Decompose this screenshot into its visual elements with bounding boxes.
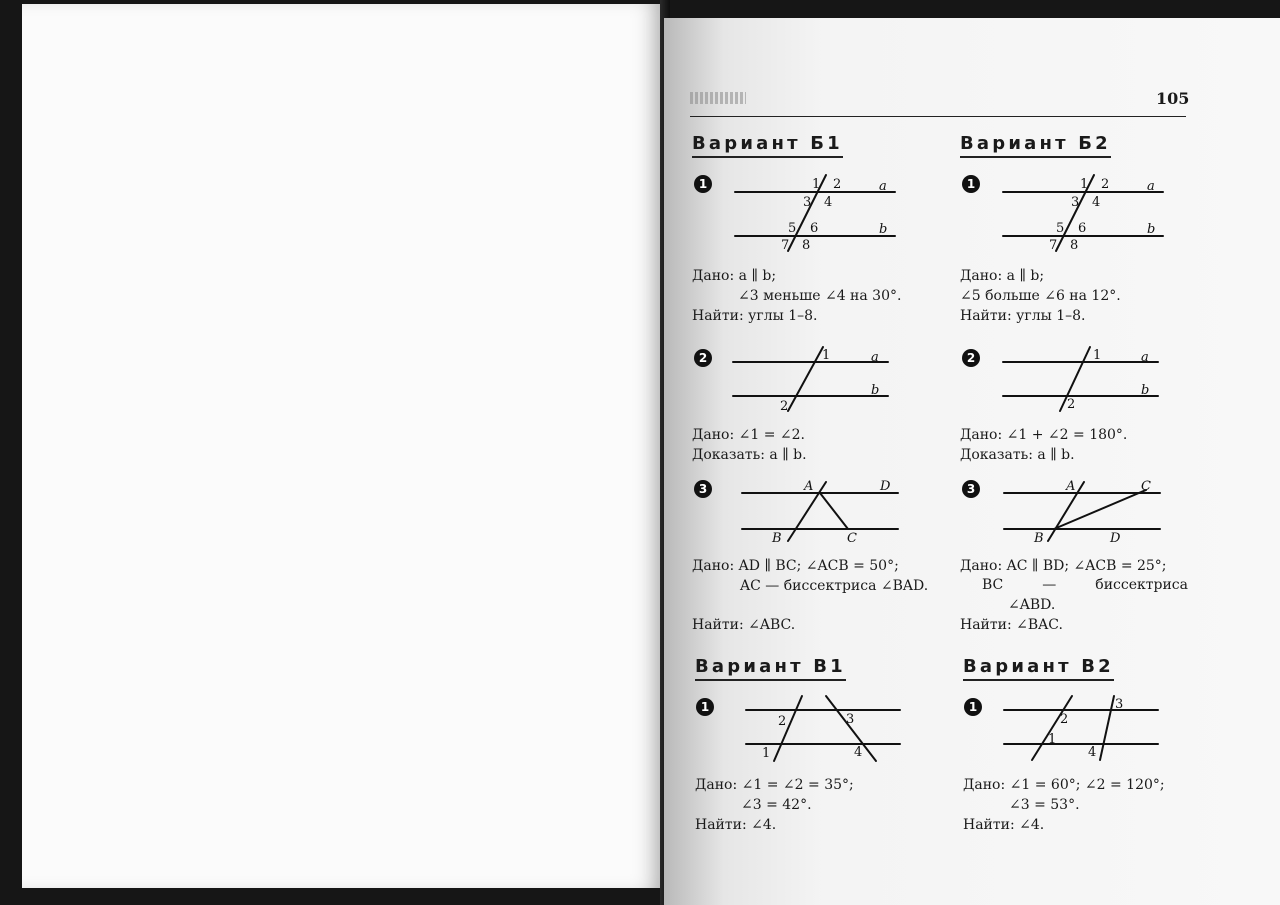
angle-label: 1 bbox=[812, 177, 821, 192]
line-label-a: a bbox=[879, 179, 887, 194]
task-given: AC — биссектриса ∠BAD. bbox=[740, 578, 929, 594]
task-number-badge: 2 bbox=[694, 349, 712, 367]
angle-label: 2 bbox=[1067, 397, 1076, 412]
task-given: Дано: ∠1 = ∠2 = 35°; bbox=[695, 777, 854, 793]
line-label-b: b bbox=[1147, 222, 1156, 237]
angle-label: 2 bbox=[1060, 712, 1069, 727]
point-label: B bbox=[772, 531, 782, 546]
task-number-badge: 3 bbox=[694, 480, 712, 498]
variant-title-b1: Вариант Б1 bbox=[692, 133, 843, 158]
angle-label: 3 bbox=[846, 712, 855, 727]
task-prove: Доказать: a ∥ b. bbox=[960, 447, 1075, 463]
task-find: Найти: углы 1–8. bbox=[960, 308, 1086, 324]
angle-label: 2 bbox=[1101, 177, 1110, 192]
task-number-badge: 2 bbox=[962, 349, 980, 367]
transversal-left bbox=[1032, 696, 1072, 760]
angle-label: 4 bbox=[854, 745, 863, 760]
line-label-a: a bbox=[1141, 350, 1149, 365]
angle-label: 4 bbox=[1088, 745, 1097, 760]
figure-lines-with-transversal bbox=[728, 344, 898, 414]
task-given: Дано: a ∥ b; bbox=[960, 268, 1045, 284]
point-label: D bbox=[1110, 531, 1121, 546]
task-find: Найти: ∠4. bbox=[695, 817, 777, 833]
task-number-badge: 1 bbox=[694, 175, 712, 193]
point-label: C bbox=[847, 531, 857, 546]
task-number-badge: 3 bbox=[962, 480, 980, 498]
transversal-right bbox=[1100, 696, 1114, 760]
task-given: Дано: ∠1 = 60°; ∠2 = 120°; bbox=[963, 777, 1165, 793]
point-label: A bbox=[1066, 479, 1076, 494]
variant-title-b2: Вариант Б2 bbox=[960, 133, 1111, 158]
task-given: ∠3 = 53°. bbox=[1009, 797, 1080, 813]
angle-label: 3 bbox=[803, 195, 812, 210]
transversal-right bbox=[826, 696, 876, 761]
text-segment: BC bbox=[982, 577, 1004, 593]
task-given: Дано: ∠1 = ∠2. bbox=[692, 427, 806, 443]
variant-title-v1: Вариант В1 bbox=[695, 656, 846, 681]
angle-label: 1 bbox=[1093, 348, 1102, 363]
line-label-b: b bbox=[879, 222, 888, 237]
angle-label: 7 bbox=[781, 238, 790, 253]
task-find: Найти: углы 1–8. bbox=[692, 308, 818, 324]
task-given: Дано: a ∥ b; bbox=[692, 268, 777, 284]
text-segment: — bbox=[1042, 577, 1057, 593]
angle-label: 5 bbox=[1056, 221, 1065, 236]
figure-lines-with-transversal bbox=[998, 344, 1168, 416]
angle-label: 2 bbox=[780, 399, 789, 414]
transversal bbox=[788, 347, 823, 411]
point-label: B bbox=[1034, 531, 1044, 546]
point-label: D bbox=[880, 479, 891, 494]
angle-label: 6 bbox=[810, 221, 819, 236]
line-label-a: a bbox=[871, 350, 879, 365]
variant-title-v2: Вариант В2 bbox=[963, 656, 1114, 681]
angle-label: 1 bbox=[1048, 732, 1057, 747]
task-given: ∠5 больше ∠6 на 12°. bbox=[960, 288, 1121, 304]
angle-label: 8 bbox=[1070, 238, 1079, 253]
figure-two-transversals bbox=[740, 692, 910, 764]
task-number-badge: 1 bbox=[962, 175, 980, 193]
angle-label: 1 bbox=[1080, 177, 1089, 192]
line-label-a: a bbox=[1147, 179, 1155, 194]
task-find: Найти: ∠BAC. bbox=[960, 617, 1063, 633]
angle-label: 7 bbox=[1049, 238, 1058, 253]
task-given: ∠ABD. bbox=[1008, 597, 1056, 613]
angle-label: 3 bbox=[1115, 697, 1124, 712]
line-label-b: b bbox=[1141, 383, 1150, 398]
page-number: 105 bbox=[1156, 89, 1190, 108]
figure-two-transversals bbox=[998, 692, 1168, 764]
running-head-smudge bbox=[690, 92, 746, 104]
angle-label: 4 bbox=[824, 195, 833, 210]
angle-label: 6 bbox=[1078, 221, 1087, 236]
figure-parallel-lines-transversal bbox=[998, 172, 1173, 254]
segment-ac bbox=[820, 493, 848, 529]
task-prove: Доказать: a ∥ b. bbox=[692, 447, 807, 463]
task-given: Дано: ∠1 + ∠2 = 180°. bbox=[960, 427, 1128, 443]
point-label: A bbox=[804, 479, 814, 494]
angle-label: 1 bbox=[822, 348, 831, 363]
task-given: ∠3 меньше ∠4 на 30°. bbox=[738, 288, 902, 304]
angle-label: 2 bbox=[833, 177, 842, 192]
task-number-badge: 1 bbox=[964, 698, 982, 716]
figure-transversal-with-bisector bbox=[998, 476, 1168, 546]
angle-label: 3 bbox=[1071, 195, 1080, 210]
text-segment: биссектриса bbox=[1095, 577, 1188, 593]
task-find: Найти: ∠4. bbox=[963, 817, 1045, 833]
task-find: Найти: ∠ABC. bbox=[692, 617, 796, 633]
angle-label: 4 bbox=[1092, 195, 1101, 210]
line-label-b: b bbox=[871, 383, 880, 398]
angle-label: 5 bbox=[788, 221, 797, 236]
figure-parallel-lines-transversal bbox=[730, 172, 905, 254]
task-given: Дано: AC ∥ BD; ∠ACB = 25°; bbox=[960, 558, 1167, 574]
task-given: ∠3 = 42°. bbox=[741, 797, 812, 813]
point-label: C bbox=[1141, 479, 1151, 494]
task-given: Дано: AD ∥ BC; ∠ACB = 50°; bbox=[692, 558, 899, 574]
left-blank-page bbox=[22, 4, 662, 888]
header-rule bbox=[690, 116, 1186, 117]
angle-label: 8 bbox=[802, 238, 811, 253]
figure-triangle-between-parallels bbox=[736, 476, 906, 546]
task-number-badge: 1 bbox=[696, 698, 714, 716]
angle-label: 1 bbox=[762, 746, 771, 761]
angle-label: 2 bbox=[778, 714, 787, 729]
task-given-bisector-line bbox=[982, 575, 1188, 595]
